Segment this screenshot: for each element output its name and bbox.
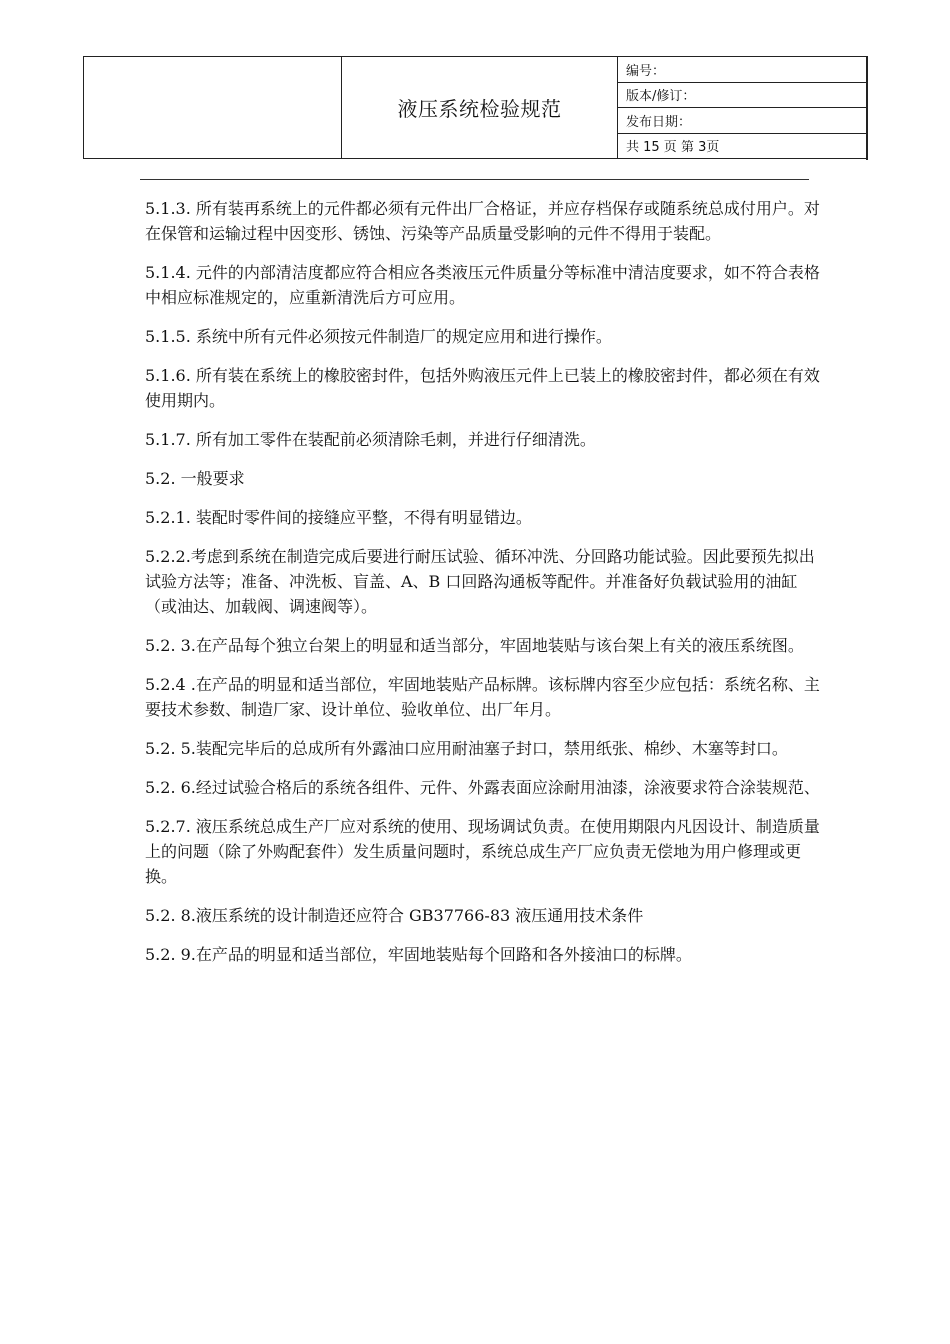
paragraph-5-1-7: 5.1.7. 所有加工零件在装配前必须清除毛刺，并进行仔细清洗。 (145, 430, 596, 449)
paragraph-5-2-9: 5.2. 9.在产品的明显和适当部位，牢固地装贴每个回路和各外接油口的标牌。 (145, 945, 692, 964)
document-header (83, 56, 867, 159)
paragraph-5-1-3: 5.1.3. 所有装再系统上的元件都必须有元件出厂合格证，并应存档保存或随系统总成付用户。对在保管和运输过程中因变形、锈蚀、污染等产品质量受影响的元件不得用于装配。 (145, 199, 820, 243)
document-body (145, 196, 825, 981)
paragraph-5-1-4: 5.1.4. 元件的内部清洁度都应符合相应各类液压元件质量分等标准中清洁度要求，如不符合表格中相应标准规定的，应重新清洗后方可应用。 (145, 263, 820, 307)
version-field: 版本/修订： (618, 82, 867, 108)
document-title: 液压系统检验规范 (342, 57, 618, 159)
paragraph-5-2-3: 5.2. 3.在产品每个独立台架上的明显和适当部分，牢固地装贴与该台架上有关的液压系统图。 (145, 636, 804, 655)
paragraph-5-1-6: 5.1.6. 所有装在系统上的橡胶密封件，包括外购液压元件上已装上的橡胶密封件，都必须在有效使用期内。 (145, 366, 820, 410)
paragraph-5-2-5: 5.2. 5.装配完毕后的总成所有外露油口应用耐油塞子封口，禁用纸张、棉纱、木塞等封口。 (145, 739, 788, 758)
logo-area (84, 57, 342, 159)
paragraph-5-1-5: 5.1.5. 系统中所有元件必须按元件制造厂的规定应用和进行操作。 (145, 327, 612, 346)
paragraph-5-2-8: 5.2. 8.液压系统的设计制造还应符合 GB37766-83 液压通用技术条件 (145, 906, 644, 925)
paragraph-5-2-6: 5.2. 6.经过试验合格后的系统各组件、元件、外露表面应涂耐用油漆，涂液要求符合涂装规范、 (145, 778, 820, 797)
header-border-accent (866, 56, 868, 160)
paragraph-5-2-7: 5.2.7. 液压系统总成生产厂应对系统的使用、现场调试负责。在使用期限内凡因设计、制造质量上的问题（除了外购配套件）发生质量问题时，系统总成生产厂应负责无偿地为用户修理或更换。 (145, 817, 820, 886)
paragraph-5-2-2: 5.2.2.考虑到系统在制造完成后要进行耐压试验、循环冲洗、分回路功能试验。因此要预先拟出试验方法等；准备、冲洗板、盲盖、A、B 口回路沟通板等配件。并准备好负载试验用的油缸（或油达、加载阀、调速阀等）。 (145, 547, 815, 616)
header-divider (140, 179, 809, 180)
page-info: 共 15 页 第 3页 (618, 133, 867, 159)
release-date-field: 发布日期： (618, 108, 867, 134)
paragraph-5-2-4: 5.2.4 .在产品的明显和适当部位，牢固地装贴产品标牌。该标牌内容至少应包括：系统名称、主要技术参数、制造厂家、设计单位、验收单位、出厂年月。 (145, 675, 820, 719)
paragraph-5-2-1: 5.2.1. 装配时零件间的接缝应平整，不得有明显错边。 (145, 508, 532, 527)
number-field: 编号： (618, 57, 867, 83)
section-heading-5-2: 5.2. 一般要求 (145, 469, 245, 488)
